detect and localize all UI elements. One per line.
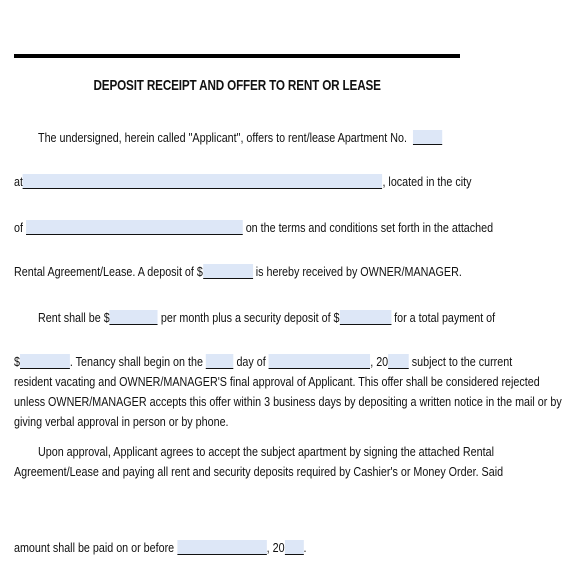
paragraph-line-4: Rental Agreement/Lease. A deposit of $ is hereby received by OWNER/MANAGER. (14, 265, 462, 279)
paragraph-line-10: Upon approval, Applicant agrees to accept the subject apartment by signing the attached Rental (38, 445, 494, 459)
paragraph-line-2: at , located in the city (14, 175, 472, 189)
paragraph-line-11: Agreement/Lease and paying all rent and security deposits required by Cashier's or Money Order. Said (14, 465, 504, 479)
paragraph-line-5: Rent shall be $ per month plus a security deposit of $ for a total payment of (38, 311, 496, 325)
paragraph-line-1: The undersigned, herein called "Applicant", offers to rent/lease Apartment No. (38, 130, 442, 146)
security-deposit-field[interactable] (340, 310, 392, 326)
apartment-number-field[interactable] (413, 130, 442, 146)
address-field[interactable] (23, 174, 382, 190)
start-month-field[interactable] (269, 354, 370, 370)
city-field[interactable] (26, 220, 243, 236)
payment-date-field[interactable] (177, 540, 266, 556)
paragraph-line-6: $ . Tenancy shall begin on the day of , 20 subject to the current (14, 355, 513, 369)
start-day-field[interactable] (206, 354, 234, 370)
start-year-field[interactable] (388, 354, 409, 370)
paragraph-line-9: giving verbal approval in person or by phone. (14, 415, 229, 429)
paragraph-line-12: amount shall be paid on or before , 20 . (14, 541, 307, 555)
top-rule (14, 54, 460, 58)
total-payment-field[interactable] (20, 354, 70, 370)
paragraph-line-3: of on the terms and conditions set forth in the attached (14, 221, 494, 235)
payment-year-field[interactable] (285, 540, 304, 556)
document-title: DEPOSIT RECEIPT AND OFFER TO RENT OR LEASE (93, 77, 381, 94)
monthly-rent-field[interactable] (110, 310, 158, 326)
deposit-amount-field[interactable] (203, 264, 253, 280)
paragraph-line-8: unless OWNER/MANAGER accepts this offer within 3 business days by depositing a written notice in the mail or by (14, 395, 562, 409)
paragraph-line-7: resident vacating and OWNER/MANAGER'S final approval of Applicant. This offer shall be considered rejected (14, 375, 540, 389)
